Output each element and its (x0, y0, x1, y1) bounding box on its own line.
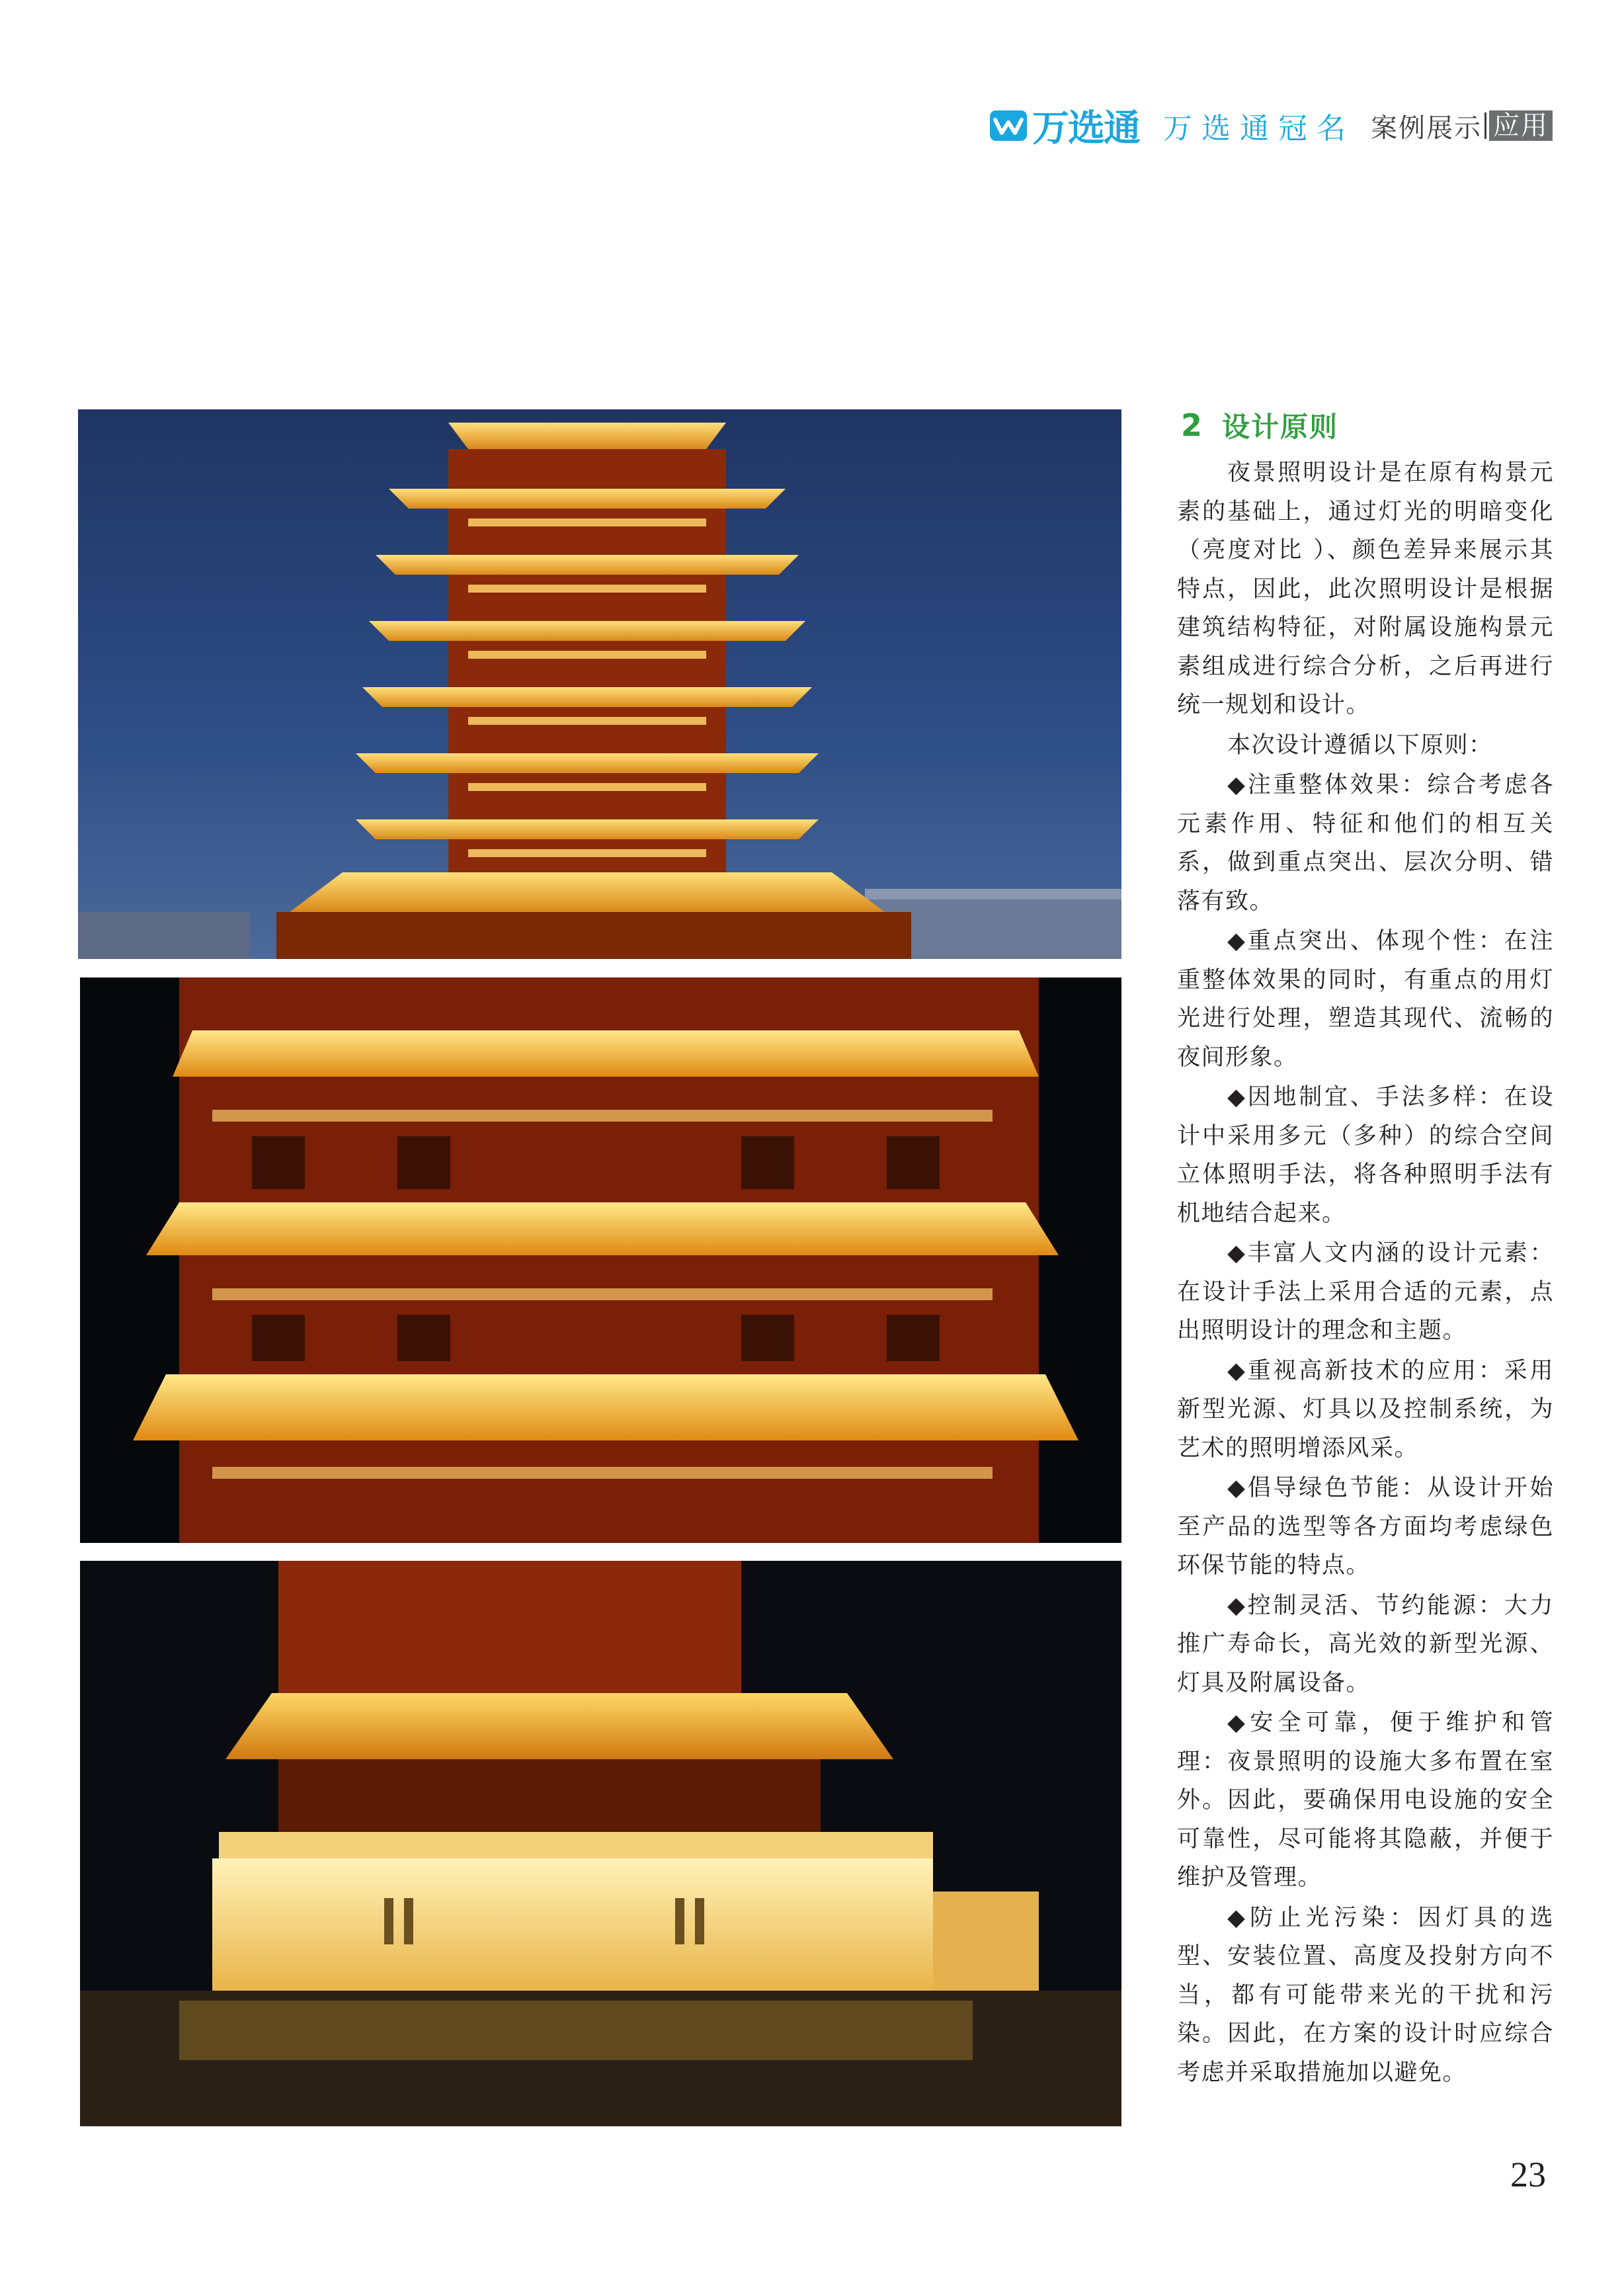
principle-item: ◆因地制宜、手法多样：在设计中采用多元（多种）的综合空间立体照明手法，将各种照明手法有机地结合起来。 (1177, 1084, 1554, 1227)
section-heading (1177, 405, 1554, 446)
pagoda-photo-base (80, 1561, 1121, 2126)
paragraph: 夜景照明设计是在原有构景元素的基础上，通过灯光的明暗变化（亮度对比 ）、颜色差异来展示其特点，因此，此次照明设计是根据建筑结构特征，对附属设施构景元素组成进行综合分析，之后再进行统一规划和设计。 (1177, 460, 1554, 718)
principle-item: ◆防止光污染：因灯具的选型、安装位置、高度及投射方向不当，都有可能带来光的干扰和污染。因此，在方案的设计时应综合考虑并采取措施加以避免。 (1177, 1904, 1554, 2086)
section-tag: 应用 (1489, 110, 1553, 141)
article-column (1177, 405, 1554, 2093)
principle-item: ◆重点突出、体现个性：在注重整体效果的同时，有重点的用灯光进行处理，塑造其现代、流畅的夜间形象。 (1177, 928, 1554, 1071)
paragraph: 本次设计遵循以下原则： (1227, 731, 1493, 759)
page-number: 23 (1510, 2155, 1546, 2194)
logo-mark-icon (990, 109, 1027, 142)
principle-item: ◆丰富人文内涵的设计元素：在设计手法上采用合适的元素，点出照明设计的理念和主题。 (1177, 1240, 1554, 1344)
header-slogan: 万选通冠名 (1163, 112, 1355, 145)
principle-item: ◆安全可靠，便于维护和管理：夜景照明的设施大多布置在室外。因此，要确保用电设施的安全可靠性，尽可能将其隐蔽，并便于维护及管理。 (1177, 1710, 1554, 1891)
principle-item: ◆倡导绿色节能：从设计开始至产品的选型等各方面均考虑绿色环保节能的特点。 (1177, 1475, 1554, 1579)
section-divider (1484, 112, 1486, 139)
brand-logo (990, 99, 1139, 152)
base-illustration (80, 1561, 1121, 2126)
section-label (1371, 107, 1553, 145)
principle-item: ◆控制灵活、节约能源：大力推广寿命长，高光效的新型光源、灯具及附属设备。 (1177, 1592, 1554, 1696)
page-header (990, 99, 1553, 152)
principle-item: ◆注重整体效果：综合考虑各元素作用、特征和他们的相互关系，做到重点突出、层次分明、错落有致。 (1177, 772, 1554, 915)
pagoda-photo-roofs-closeup (80, 977, 1121, 1543)
pagoda-illustration (78, 409, 1121, 959)
pagoda-photo-dusk (78, 409, 1121, 959)
heading-title: 设计原则 (1222, 411, 1339, 443)
brand-name: 万选通 (1032, 107, 1139, 150)
heading-number: 2 (1181, 407, 1203, 443)
section-name: 案例展示 (1371, 112, 1482, 144)
principle-item: ◆重视高新技术的应用：采用新型光源、灯具以及控制系统，为艺术的照明增添风采。 (1177, 1357, 1554, 1462)
roofs-illustration (80, 977, 1121, 1543)
